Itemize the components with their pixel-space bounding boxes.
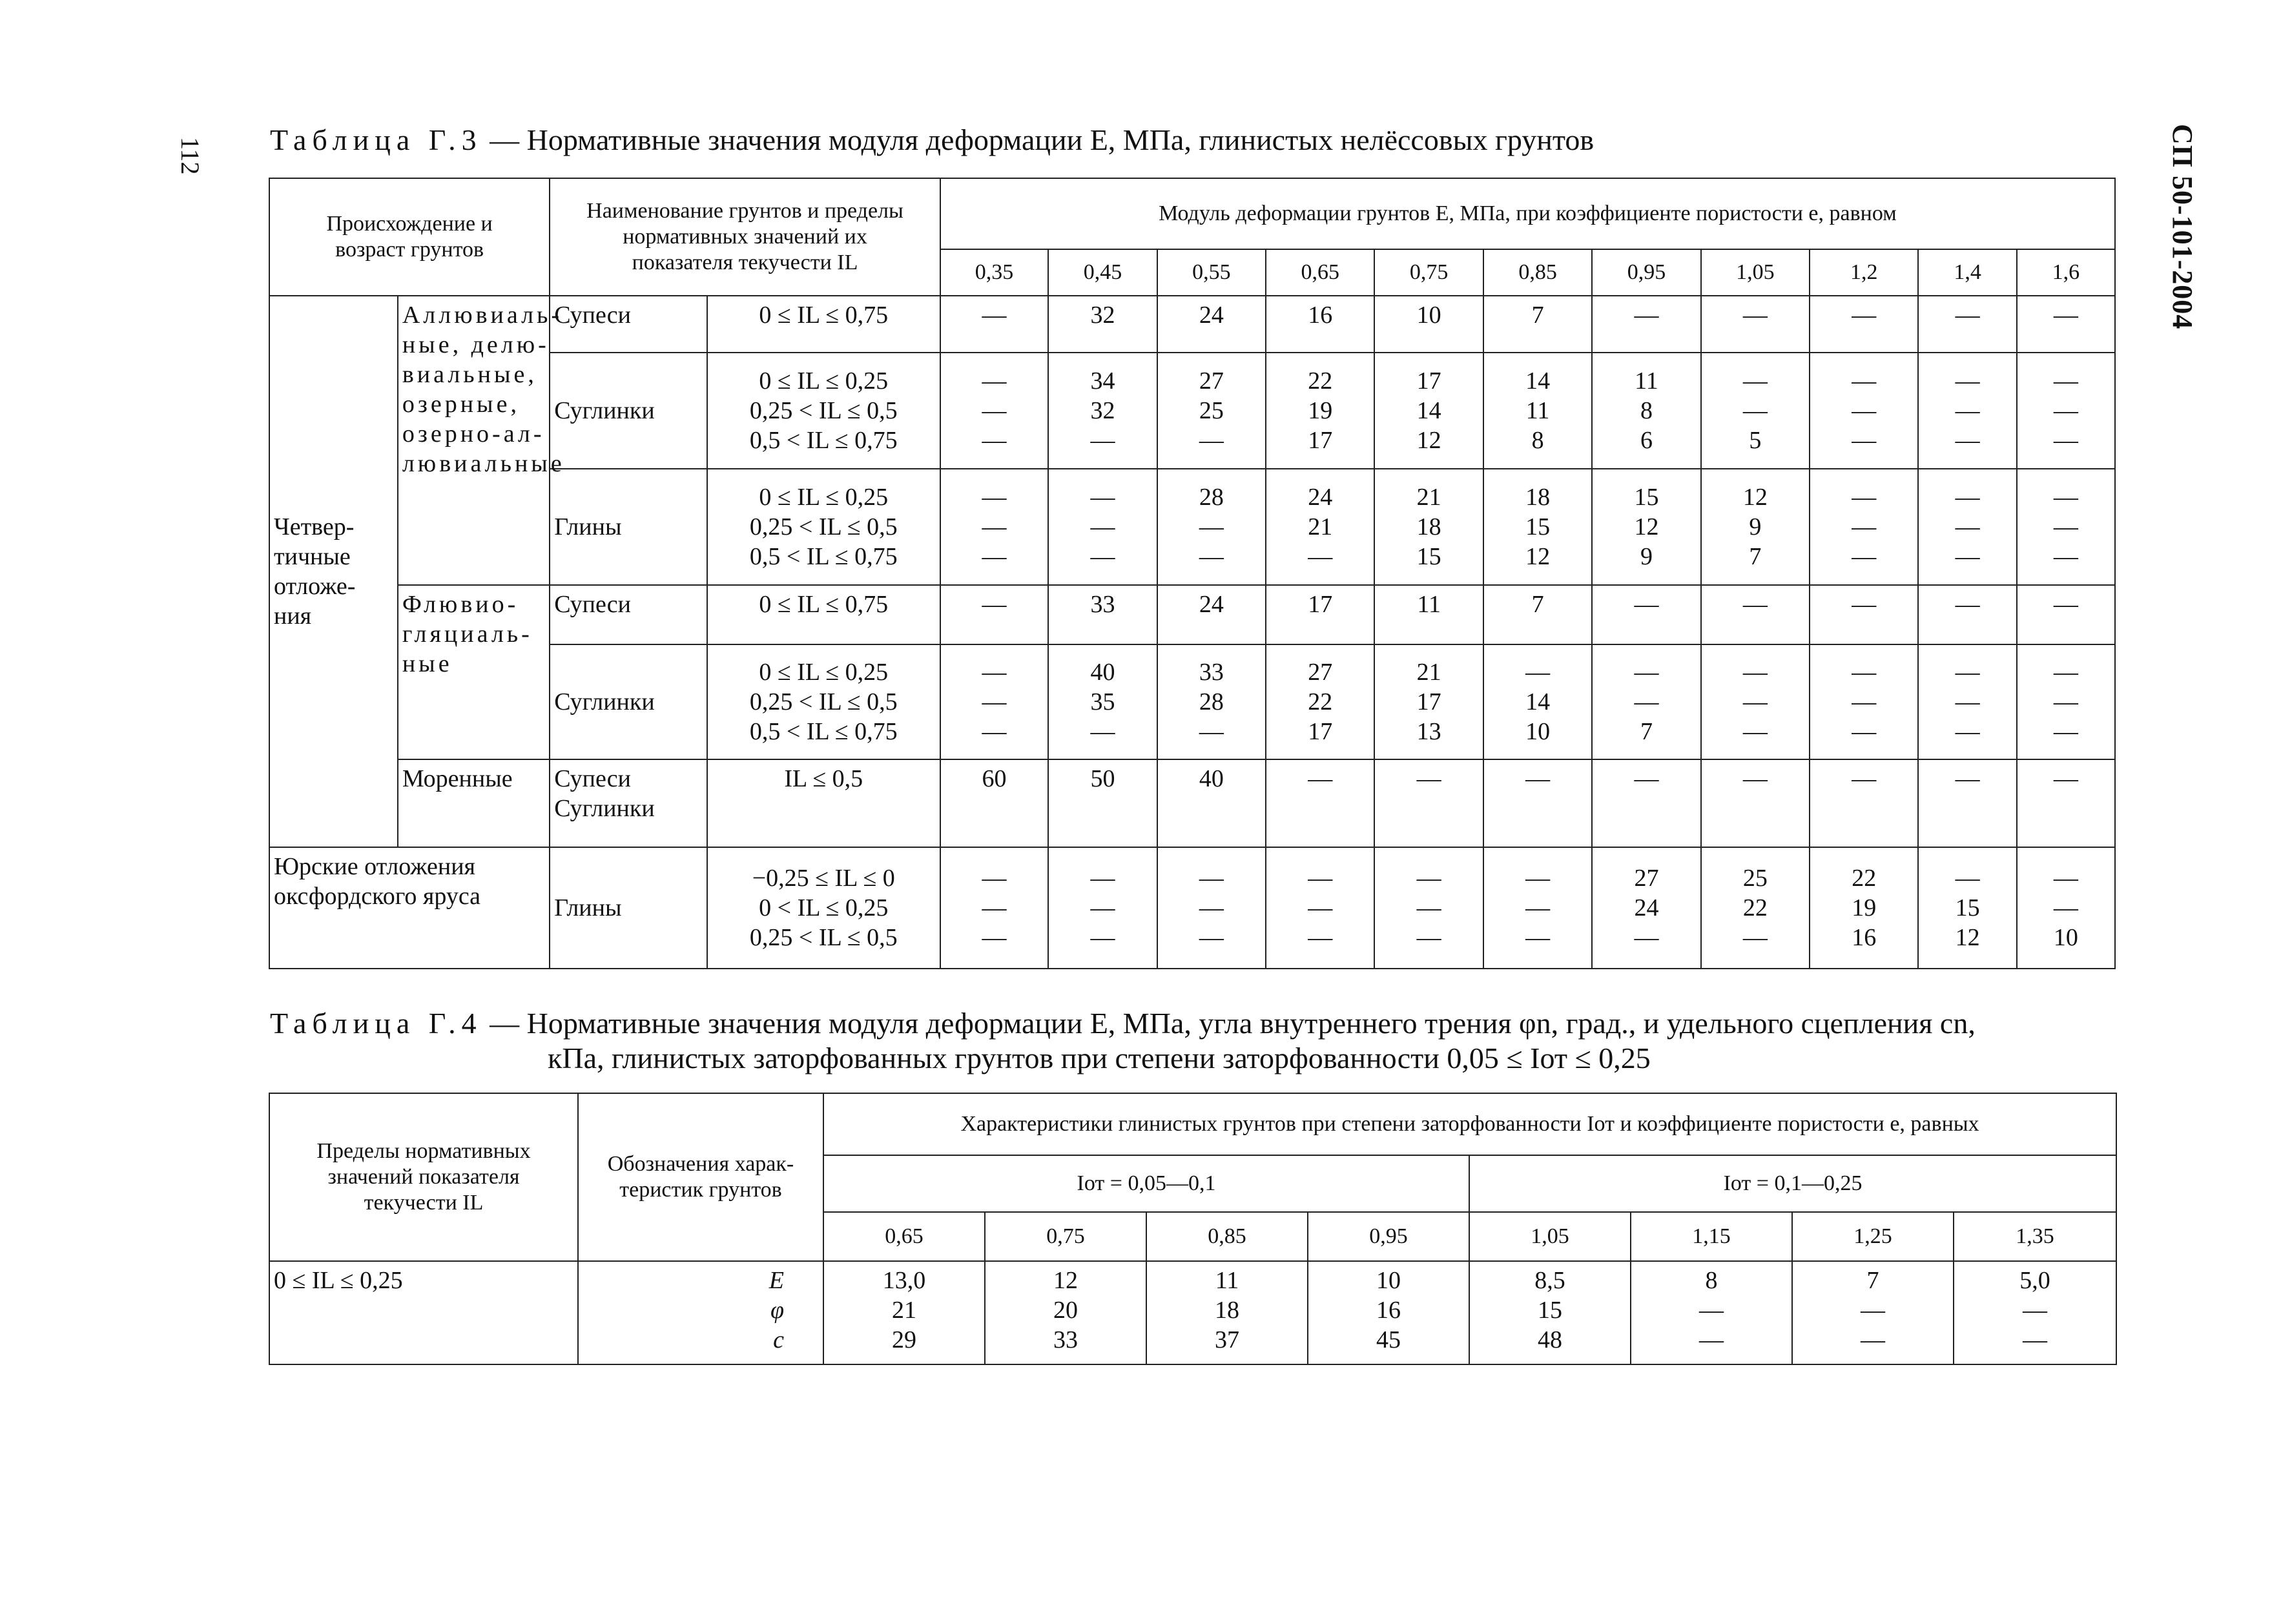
- table-g4: [269, 1093, 2117, 1365]
- soil-limits: 0 ≤ IL ≤ 0,75: [707, 585, 940, 644]
- value-cell: 14 11 8: [1483, 353, 1592, 469]
- origin-fluvioglacial: Флювио- гляциаль- ные: [398, 585, 550, 759]
- value-cell: 60: [940, 759, 1048, 847]
- value-cell: —: [2017, 296, 2115, 353]
- document-code: СП 50-101-2004: [2167, 124, 2198, 330]
- origin-alluvial: Аллювиаль- ные, делю- виальные, озерные, озерно-ал- лювиальные: [398, 296, 550, 585]
- header-modulus: Модуль деформации грунтов E, МПа, при коэффициенте пористости e, равном: [940, 178, 2115, 249]
- header-group-1: Iот = 0,05—0,1: [823, 1155, 1469, 1212]
- soil-name: Супеси Суглинки: [550, 759, 707, 847]
- value-cell: 33 28 —: [1157, 644, 1266, 759]
- value-cell: — — —: [1048, 469, 1157, 585]
- value-cell: —: [1918, 296, 2016, 353]
- value-cell: 10: [1374, 296, 1483, 353]
- value-cell: 22 19 17: [1266, 353, 1374, 469]
- value-cell: —: [1592, 296, 1700, 353]
- value-cell: 7 — —: [1792, 1261, 1954, 1364]
- value-cell: — — —: [940, 644, 1048, 759]
- value-cell: — 15 12: [1918, 847, 2016, 969]
- value-cell: 7: [1483, 585, 1592, 644]
- value-cell: —: [1483, 759, 1592, 847]
- header-e-value: 0,65: [823, 1212, 985, 1261]
- value-cell: 50: [1048, 759, 1157, 847]
- value-cell: 12 20 33: [985, 1261, 1146, 1364]
- table-g3: [269, 178, 2116, 969]
- value-cell: —: [1701, 759, 1810, 847]
- value-cell: 40: [1157, 759, 1266, 847]
- value-cell: — — —: [940, 469, 1048, 585]
- value-cell: —: [1701, 585, 1810, 644]
- value-cell: —: [1810, 296, 1918, 353]
- value-cell: —: [1810, 759, 1918, 847]
- header-e-value: 0,95: [1592, 249, 1700, 296]
- value-cell: 7: [1483, 296, 1592, 353]
- value-cell: — — —: [1810, 469, 1918, 585]
- value-cell: 12 9 7: [1701, 469, 1810, 585]
- value-cell: 28 — —: [1157, 469, 1266, 585]
- value-cell: 17: [1266, 585, 1374, 644]
- value-cell: 32: [1048, 296, 1157, 353]
- header-e-value: 1,35: [1954, 1212, 2116, 1261]
- header-group-2: Iот = 0,1—0,25: [1469, 1155, 2116, 1212]
- table-g4-label: Таблица Г.4: [270, 1007, 482, 1040]
- header-e-value: 0,65: [1266, 249, 1374, 296]
- value-cell: 5,0 — —: [1954, 1261, 2116, 1364]
- row-symbols: E φ c: [578, 1261, 823, 1364]
- value-cell: —: [1918, 759, 2016, 847]
- origin-moraine: Моренные: [398, 759, 550, 847]
- value-cell: 21 18 15: [1374, 469, 1483, 585]
- value-cell: 34 32 —: [1048, 353, 1157, 469]
- origin-jurassic: Юрские отложения оксфордского яруса: [269, 847, 550, 969]
- value-cell: — — —: [940, 353, 1048, 469]
- value-cell: 27 24 —: [1592, 847, 1700, 969]
- header-designations: Обозначения харак- теристик грунтов: [578, 1093, 823, 1261]
- value-cell: —: [2017, 759, 2115, 847]
- value-cell: 8 — —: [1631, 1261, 1792, 1364]
- value-cell: — — —: [1374, 847, 1483, 969]
- header-e-value: 1,05: [1469, 1212, 1631, 1261]
- value-cell: 8,5 15 48: [1469, 1261, 1631, 1364]
- value-cell: — — —: [940, 847, 1048, 969]
- value-cell: — — —: [1810, 353, 1918, 469]
- table-g4-caption: [270, 1006, 1976, 1076]
- value-cell: — 14 10: [1483, 644, 1592, 759]
- soil-name: Суглинки: [550, 644, 707, 759]
- value-cell: — — —: [1483, 847, 1592, 969]
- value-cell: — — —: [2017, 644, 2115, 759]
- value-cell: 11 8 6: [1592, 353, 1700, 469]
- soil-limits: −0,25 ≤ IL ≤ 0 0 < IL ≤ 0,25 0,25 < IL ≤ 0,5: [707, 847, 940, 969]
- value-cell: 17 14 12: [1374, 353, 1483, 469]
- value-cell: 33: [1048, 585, 1157, 644]
- value-cell: —: [940, 296, 1048, 353]
- header-soil-name: Наименование грунтов и пределы нормативных значений их показателя текучести IL: [550, 178, 940, 296]
- soil-limits: 0 ≤ IL ≤ 0,25 0,25 < IL ≤ 0,5 0,5 < IL ≤ 0,75: [707, 644, 940, 759]
- value-cell: 18 15 12: [1483, 469, 1592, 585]
- value-cell: 24: [1157, 296, 1266, 353]
- value-cell: — — —: [1918, 644, 2016, 759]
- value-cell: 15 12 9: [1592, 469, 1700, 585]
- value-cell: —: [940, 585, 1048, 644]
- header-e-value: 1,05: [1701, 249, 1810, 296]
- value-cell: —: [1266, 759, 1374, 847]
- value-cell: 13,0 21 29: [823, 1261, 985, 1364]
- table-g3-title: — Нормативные значения модуля деформации E, МПа, глинистых нелёссовых грунтов: [482, 123, 1595, 156]
- value-cell: 24 21 —: [1266, 469, 1374, 585]
- header-e-value: 0,55: [1157, 249, 1266, 296]
- header-e-value: 0,85: [1483, 249, 1592, 296]
- table-g4-title-line1: — Нормативные значения модуля деформации E, МПа, угла внутреннего трения φn, град., и удельного сцепления cn,: [482, 1007, 1976, 1040]
- table-g4-title-line2: кПа, глинистых заторфованных грунтов при степени заторфованности 0,05 ≤ Iот ≤ 0,25: [548, 1042, 1651, 1074]
- header-e-value: 1,6: [2017, 249, 2115, 296]
- value-cell: — — —: [1701, 644, 1810, 759]
- soil-name: Супеси: [550, 296, 707, 353]
- soil-name: Супеси: [550, 585, 707, 644]
- value-cell: —: [1374, 759, 1483, 847]
- header-e-value: 0,75: [1374, 249, 1483, 296]
- value-cell: — — 10: [2017, 847, 2115, 969]
- soil-name: Суглинки: [550, 353, 707, 469]
- value-cell: — — —: [1157, 847, 1266, 969]
- header-e-value: 1,15: [1631, 1212, 1792, 1261]
- value-cell: —: [1701, 296, 1810, 353]
- soil-name: Глины: [550, 469, 707, 585]
- header-origin: Происхождение и возраст грунтов: [269, 178, 550, 296]
- value-cell: 11: [1374, 585, 1483, 644]
- value-cell: — — 5: [1701, 353, 1810, 469]
- value-cell: —: [1918, 585, 2016, 644]
- soil-name: Глины: [550, 847, 707, 969]
- value-cell: — — —: [1048, 847, 1157, 969]
- soil-limits: IL ≤ 0,5: [707, 759, 940, 847]
- header-e-value: 1,25: [1792, 1212, 1954, 1261]
- value-cell: 25 22 —: [1701, 847, 1810, 969]
- origin-quaternary: Четвер- тичные отложе- ния: [269, 296, 398, 847]
- header-e-value: 0,75: [985, 1212, 1146, 1261]
- value-cell: 11 18 37: [1146, 1261, 1308, 1364]
- value-cell: 24: [1157, 585, 1266, 644]
- soil-limits: 0 ≤ IL ≤ 0,25 0,25 < IL ≤ 0,5 0,5 < IL ≤ 0,75: [707, 353, 940, 469]
- header-e-value: 1,2: [1810, 249, 1918, 296]
- header-e-value: 0,45: [1048, 249, 1157, 296]
- value-cell: — — 7: [1592, 644, 1700, 759]
- value-cell: 22 19 16: [1810, 847, 1918, 969]
- header-limits: Пределы нормативных значений показателя текучести IL: [269, 1093, 578, 1261]
- value-cell: — — —: [1918, 469, 2016, 585]
- table-g3-caption: [270, 123, 1594, 158]
- value-cell: 10 16 45: [1308, 1261, 1469, 1364]
- header-e-value: 0,85: [1146, 1212, 1308, 1261]
- value-cell: 16: [1266, 296, 1374, 353]
- header-e-value: 0,95: [1308, 1212, 1469, 1261]
- value-cell: — — —: [1810, 644, 1918, 759]
- value-cell: —: [1810, 585, 1918, 644]
- soil-limits: 0 ≤ IL ≤ 0,25 0,25 < IL ≤ 0,5 0,5 < IL ≤ 0,75: [707, 469, 940, 585]
- value-cell: —: [1592, 759, 1700, 847]
- row-limits: 0 ≤ IL ≤ 0,25: [269, 1261, 578, 1364]
- value-cell: 21 17 13: [1374, 644, 1483, 759]
- value-cell: 27 25 —: [1157, 353, 1266, 469]
- soil-limits: 0 ≤ IL ≤ 0,75: [707, 296, 940, 353]
- header-characteristics: Характеристики глинистых грунтов при степени заторфованности Iот и коэффициенте пористости e, равных: [823, 1093, 2116, 1155]
- value-cell: — — —: [2017, 353, 2115, 469]
- value-cell: — — —: [1918, 353, 2016, 469]
- table-g3-label: Таблица Г.3: [270, 123, 482, 156]
- value-cell: — — —: [2017, 469, 2115, 585]
- value-cell: —: [2017, 585, 2115, 644]
- page-number: 112: [176, 137, 205, 175]
- value-cell: —: [1592, 585, 1700, 644]
- value-cell: — — —: [1266, 847, 1374, 969]
- value-cell: 40 35 —: [1048, 644, 1157, 759]
- value-cell: 27 22 17: [1266, 644, 1374, 759]
- header-e-value: 0,35: [940, 249, 1048, 296]
- header-e-value: 1,4: [1918, 249, 2016, 296]
